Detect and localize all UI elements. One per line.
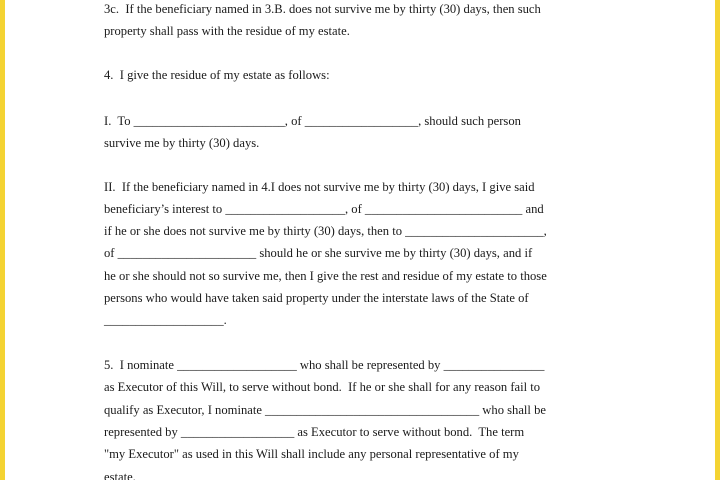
- document-page: [5, 0, 715, 480]
- text-line: II. If the beneficiary named in 4.I does not survive me by thirty (30) days, I give said: [104, 180, 535, 194]
- text-line: ___________________.: [104, 313, 227, 327]
- text-line: I. To ________________________, of __________________, should such person: [104, 114, 521, 128]
- text-line: 5. I nominate ___________________ who shall be represented by ________________: [104, 358, 545, 372]
- text-line: 3c. If the beneficiary named in 3.B. does not survive me by thirty (30) days, then such: [104, 2, 541, 16]
- text-line: of ______________________ should he or she survive me by thirty (30) days, and if: [104, 246, 533, 260]
- text-line: "my Executor" as used in this Will shall include any personal representative of my: [104, 447, 519, 461]
- text-line: he or she should not so survive me, then I give the rest and residue of my estate to those: [104, 269, 547, 283]
- text-line: represented by __________________ as Executor to serve without bond. The term: [104, 425, 525, 439]
- text-line: beneficiary’s interest to ___________________, of _________________________ and: [104, 202, 544, 216]
- text-line: qualify as Executor, I nominate __________________________________ who shall be: [104, 403, 546, 417]
- text-line: if he or she does not survive me by thirty (30) days, then to ______________________,: [104, 224, 547, 238]
- text-line: persons who would have taken said property under the interstate laws of the State of: [104, 291, 529, 305]
- text-line: as Executor of this Will, to serve without bond. If he or she shall for any reason fail to: [104, 380, 541, 394]
- text-line: survive me by thirty (30) days.: [104, 136, 260, 150]
- text-line: property shall pass with the residue of my estate.: [104, 24, 350, 38]
- text-line: estate.: [104, 470, 136, 480]
- text-line: 4. I give the residue of my estate as follows:: [104, 68, 330, 82]
